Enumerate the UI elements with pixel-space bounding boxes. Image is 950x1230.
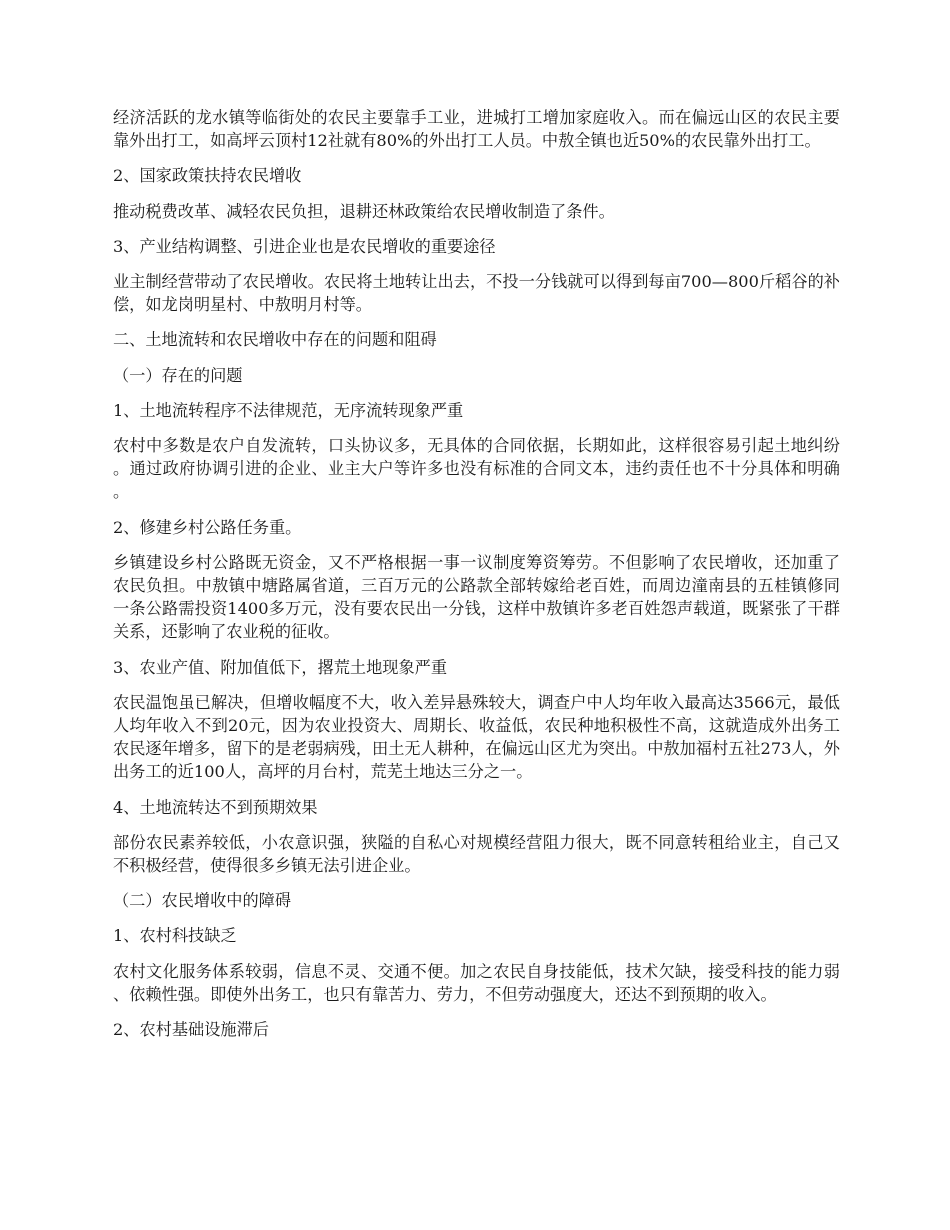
subsection-heading-obstacles: （二）农民增收中的障碍	[113, 891, 292, 911]
heading-road-construction: 2、修建乡村公路任务重。	[113, 517, 302, 537]
document-body	[113, 106, 840, 1053]
paragraph-income-sources: 经济活跃的龙水镇等临街处的农民主要靠手工业，进城打工增加家庭收入。而在偏远山区的农民主要靠外出打工，如高坪云顶村12社就有80%的外出打工人员。中敖全镇也近50%的农民靠外出打工。	[113, 108, 840, 151]
heading-transfer-procedure: 1、土地流转程序不法律规范，无序流转现象严重	[113, 400, 464, 420]
heading-industry-adjustment: 3、产业结构调整、引进企业也是农民增收的重要途径	[113, 236, 496, 256]
paragraph-industry-adjustment: 业主制经营带动了农民增收。农民将土地转让出去，不投一分钱就可以得到每亩700—800斤稻谷的补偿，如龙岗明星村、中敖明月村等。	[113, 272, 840, 315]
heading-transfer-effect: 4、土地流转达不到预期效果	[113, 797, 318, 817]
heading-infrastructure: 2、农村基础设施滞后	[113, 1020, 269, 1040]
section-heading-problems: 二、土地流转和农民增收中存在的问题和阻碍	[113, 330, 437, 350]
paragraph-transfer-effect: 部份农民素养较低，小农意识强，狭隘的自私心对规模经营阻力很大，既不同意转租给业主，自己又不积极经营，使得很多乡镇无法引进企业。	[113, 832, 840, 876]
paragraph-transfer-procedure: 农村中多数是农户自发流转，口头协议多，无具体的合同依据，长期如此，这样很容易引起土地纠纷。通过政府协调引进的企业、业主大户等许多也没有标准的合同文本，违约责任也不十分具体和明确。	[113, 436, 840, 502]
heading-policy-support: 2、国家政策扶持农民增收	[113, 166, 302, 186]
subsection-heading-existing-problems: （一）存在的问题	[113, 365, 243, 385]
heading-lack-of-technology: 1、农村科技缺乏	[113, 926, 237, 946]
paragraph-low-output-value: 农民温饱虽已解决，但增收幅度不大，收入差异悬殊较大，调查户中人均年收入最高达3566元，最低人均年收入不到20元，因为农业投资大、周期长、收益低，农民种地积极性不高，这就造成外出务工农民逐年增多，留下的是老弱病残，田土无人耕种，在偏远山区尤为突出。中敖加福村五社273人，外出务工的近100人，高坪的月台村，荒芜土地达三分之一。	[113, 692, 840, 782]
paragraph-lack-of-technology: 农村文化服务体系较弱，信息不灵、交通不便。加之农民自身技能低，技术欠缺，接受科技的能力弱、依赖性强。即使外出务工，也只有靠苦力、劳力，不但劳动强度大，还达不到预期的收入。	[113, 961, 840, 1004]
heading-low-output-value: 3、农业产值、附加值低下，撂荒土地现象严重	[113, 657, 448, 677]
paragraph-road-construction: 乡镇建设乡村公路既无资金，又不严格根据一事一议制度筹资筹劳。不但影响了农民增收，还加重了农民负担。中敖镇中塘路属省道，三百万元的公路款全部转嫁给老百姓，而周边潼南县的五桂镇修同一条公路需投资1400多万元，没有要农民出一分钱，这样中敖镇许多老百姓怨声载道，既紧张了干群关系，还影响了农业税的征收。	[113, 552, 840, 642]
paragraph-policy-support: 推动税费改革、减轻农民负担，退耕还林政策给农民增收制造了条件。	[113, 201, 615, 221]
